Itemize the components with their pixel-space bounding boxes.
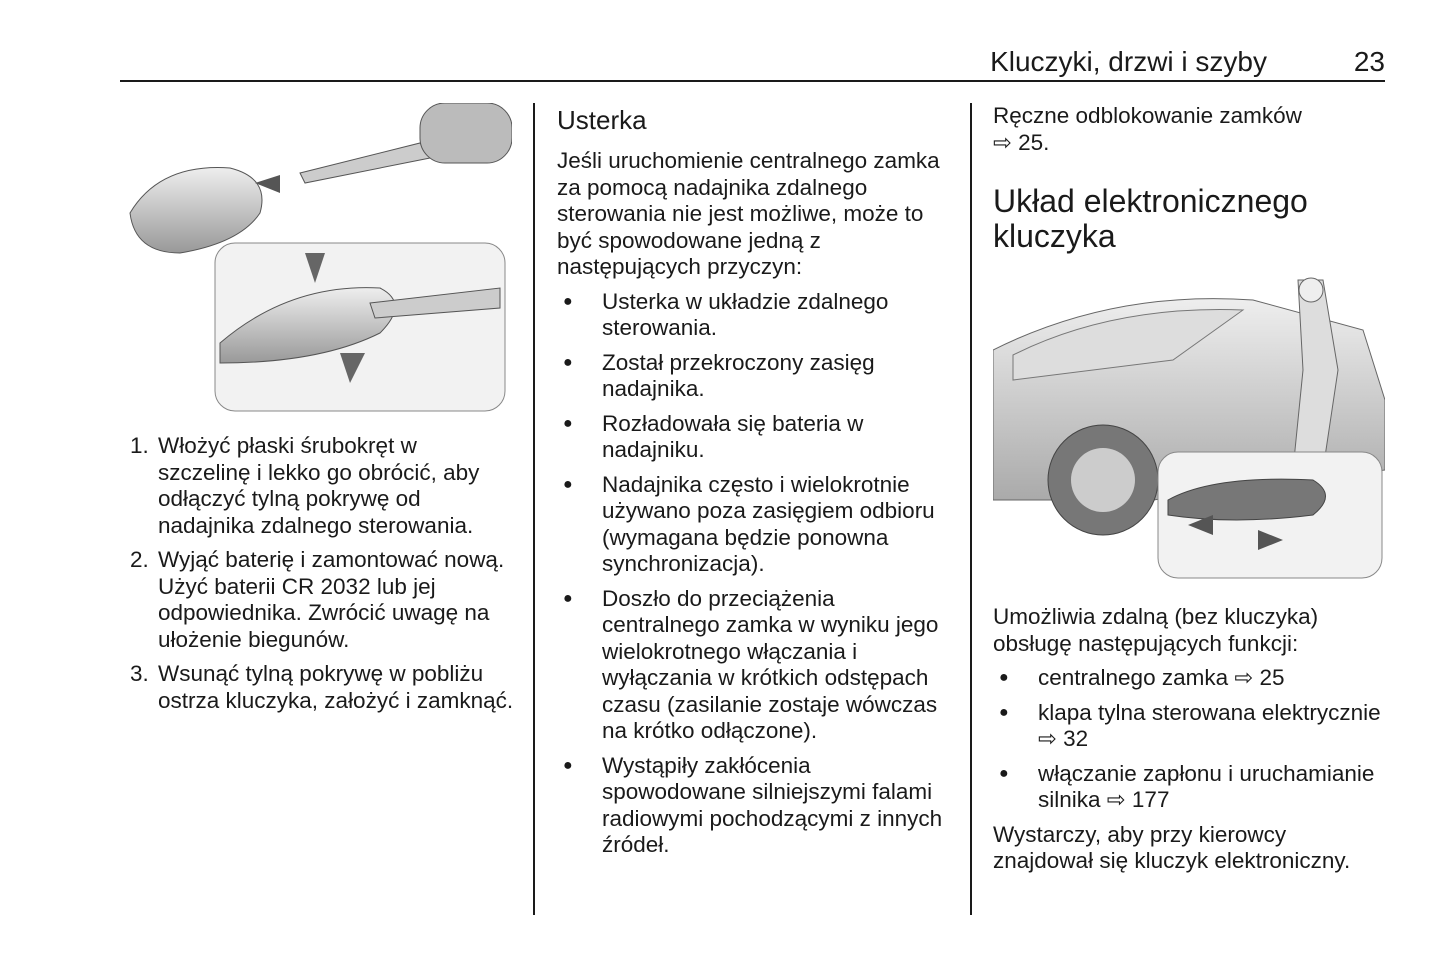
- step-text: Włożyć płaski śrubokręt w szczelinę i lekko go obrócić, aby odłączyć tylną pokrywę od nadajnika zdalnego sterowania.: [158, 433, 480, 538]
- functions-list: [993, 665, 1388, 814]
- step-text: Wsunąć tylną pokrywę w pobliżu ostrza kluczyka, założyć i zamknąć.: [158, 661, 514, 713]
- function-text: włączanie zapłonu i uruchamianie silnika: [1038, 760, 1375, 812]
- step-number: 1.: [130, 433, 149, 458]
- list-item: [993, 665, 1388, 692]
- list-item: [993, 761, 1388, 814]
- column-divider: [533, 103, 535, 915]
- list-item: ● Doszło do przeciążenia centralnego zamka w wyniku jego wielokrotnego włączania i wyłączania w krótkich odstępach czasu (zasilanie zostaje wówczas na krótko odłączone).: [557, 586, 952, 745]
- step-number: 2.: [130, 547, 149, 572]
- outro-text: Wystarczy, aby przy kierowcy znajdował się kluczyk elektroniczny.: [993, 821, 1351, 873]
- reference-page[interactable]: 25.: [1018, 129, 1050, 155]
- heading-usterka: Usterka: [557, 105, 647, 135]
- list-item: [993, 700, 1388, 753]
- reference-arrow-icon: ⇨: [1106, 787, 1126, 812]
- car-keyless-illustration: [993, 270, 1385, 582]
- reference-arrow-icon: ⇨: [1038, 726, 1057, 751]
- causes-list: [557, 289, 952, 859]
- column-divider: [970, 103, 972, 915]
- step-item: [120, 661, 515, 714]
- list-item: ● Rozładowała się bateria w nadajniku.: [557, 411, 952, 464]
- function-text: centralnego zamka: [1038, 665, 1229, 690]
- header-divider: [120, 80, 1385, 82]
- step-item: [120, 433, 515, 539]
- list-item: ● Nadajnika często i wielokrotnie używano poza zasięgiem odbioru (wymagana będzie ponowna synchronizacja).: [557, 472, 952, 578]
- step-text: Wyjąć baterię i zamontować nową. Użyć baterii CR 2032 lub jej odpowiednika. Zwrócić uwagę na ułożenie biegunów.: [158, 547, 505, 652]
- reference-arrow-icon: ⇨: [993, 129, 1012, 155]
- column-2: [557, 103, 952, 867]
- reference-page[interactable]: 177: [1131, 787, 1170, 812]
- reference-page[interactable]: 25: [1259, 665, 1285, 690]
- section-title: Kluczyki, drzwi i szyby: [990, 46, 1267, 77]
- reference-arrow-icon: ⇨: [1234, 665, 1254, 690]
- list-item: ● Wystąpiły zakłócenia spowodowane silniejszymi falami radiowymi pochodzącymi z innych źródeł.: [557, 753, 952, 859]
- intro-text: Jeśli uruchomienie centralnego zamka za pomocą nadajnika zdalnego sterowania nie jest możliwe, może to być spowodowane jedną z następujących przyczyn:: [557, 148, 940, 279]
- list-item: ● Usterka w układzie zdalnego sterowania.: [557, 289, 952, 342]
- list-item: ● Został przekroczony zasięg nadajnika.: [557, 350, 952, 403]
- function-text: klapa tylna sterowana elektrycznie: [1038, 699, 1381, 725]
- page-number: 23: [1353, 46, 1385, 77]
- heading-electronic-key: Układ elektronicznego kluczyka: [993, 183, 1308, 254]
- column-1: [120, 103, 515, 722]
- reference-text: Ręczne odblokowanie zamków: [993, 103, 1302, 128]
- cross-reference: [993, 103, 1388, 156]
- column-3: [993, 103, 1388, 875]
- step-item: [120, 547, 515, 653]
- key-battery-illustration: [120, 103, 512, 415]
- step-number: 3.: [130, 661, 149, 686]
- steps-list: [120, 433, 515, 714]
- intro-text: Umożliwia zdalną (bez kluczyka) obsługę następujących funkcji:: [993, 604, 1319, 656]
- reference-page[interactable]: 32: [1063, 726, 1089, 751]
